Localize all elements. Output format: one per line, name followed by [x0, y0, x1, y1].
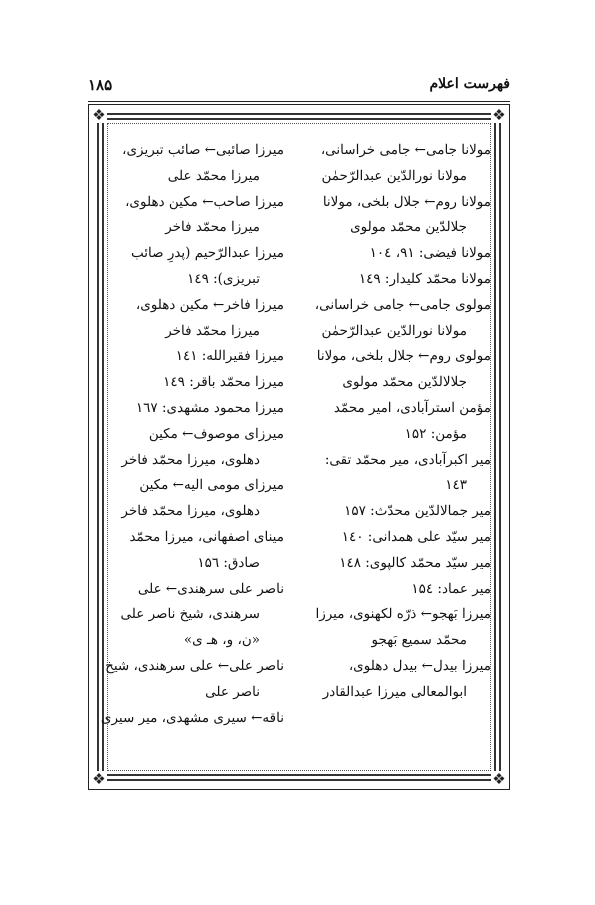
index-entry-line: مولانا نورالدّین عبدالرّحمٰن — [321, 322, 467, 339]
index-entry-line: میرزا صاحب← مکین دهلوی، — [125, 193, 284, 210]
index-entry-line: جلالالدّین محمّد مولوی — [342, 374, 467, 391]
index-entry-line: میر جمالالدّین محدّث: ۱۵۷ — [344, 503, 491, 520]
index-entry-line: میرزا صائبی← صائب تبریزی، — [122, 142, 284, 158]
index-entry-line: ناقه← سیری مشهدی، میر سیری — [100, 709, 284, 726]
corner-ornament-icon: ❖ — [492, 770, 506, 788]
index-column-left — [94, 138, 284, 731]
index-entry-line: ۱٤۳ — [445, 477, 467, 494]
index-entry-line: «ن، و، هـ ی» — [183, 632, 260, 649]
index-entry-line: ناصر علی — [205, 683, 260, 700]
index-entry-line: مولانا جامی← جامی خراسانی، — [320, 142, 491, 158]
corner-ornament-icon: ❖ — [492, 106, 506, 124]
index-entry-line: میرزا فاخر← مکین دهلوی، — [135, 296, 284, 313]
index-entry-line: میرزا محمّد علی — [167, 167, 260, 184]
index-entry-line: میر سیّد محمّد کالپوی: ۱٤۸ — [339, 554, 491, 571]
header-rule — [88, 101, 510, 102]
index-entry-line: صادق: ۱۵٦ — [197, 554, 260, 571]
index-entry-line: ناصر علی← علی سرهندی، شیخ — [105, 657, 284, 674]
index-entry-line: مؤمن استرآبادی، امیر محمّد — [333, 399, 491, 416]
corner-ornament-icon: ❖ — [92, 770, 106, 788]
index-entry-line: ناصر علی سرهندی← علی — [137, 580, 284, 597]
index-entry-line: مؤمن: ۱۵۲ — [404, 425, 467, 442]
index-entry-line: مولانا فیضی: ۹۱، ۱۰٤ — [369, 245, 491, 262]
index-entry-line: مولوی جامی← جامی خراسانی، — [314, 296, 491, 313]
index-entry-line: میر سیّد علی همدانی: ۱٤۰ — [341, 528, 491, 545]
index-entry-line: سرهندی، شیخ ناصر علی — [120, 606, 260, 623]
index-entry-line: مولانا نورالدّین عبدالرّحمٰن — [321, 167, 467, 184]
index-entry-line: میرزای موصوف← مکین — [148, 425, 284, 442]
index-entry-line: محمّد سمیع بَهجو — [371, 632, 467, 649]
index-entry-line: تبریزی): ۱٤۹ — [187, 270, 260, 287]
index-entry-line: دهلوی، میرزا محمّد فاخر — [121, 503, 260, 520]
index-entry-line: میرزا عبدالرّحیم (پدرِ صائب — [130, 245, 284, 262]
index-entry-line: مینای اصفهانی، میرزا محمّد — [129, 528, 284, 545]
index-entry-line: مولانا محمّد کلیدار: ۱٤۹ — [358, 270, 491, 287]
index-entry-line: میرزا محمّد فاخر — [165, 219, 260, 236]
index-column-right — [291, 138, 491, 706]
page-title: فهرست اعلام — [429, 76, 510, 92]
index-entry-line: میرزا محمود مشهدی: ۱٦۷ — [135, 399, 284, 416]
index-entry-line: ابوالمعالی میرزا عبدالقادر — [322, 683, 467, 700]
index-entry-line: میرزا محمّد فاخر — [165, 322, 260, 339]
index-entry-line: جلالدّین محمّد مولوی — [350, 219, 467, 236]
page-number: ۱۸۵ — [88, 76, 113, 94]
index-entry-line: میرزا محمّد باقر: ۱٤۹ — [163, 374, 284, 391]
index-entry-line: دهلوی، میرزا محمّد فاخر — [121, 451, 260, 468]
index-entry-line: مولانا روم← جلال بلخی، مولانا — [322, 193, 491, 210]
index-entry-line: مولوی روم← جلال بلخی، مولانا — [316, 348, 491, 365]
index-entry-line: میرزای مومی الیه← مکین — [139, 477, 284, 494]
page-header — [88, 76, 510, 100]
index-entry-line: میر اکبرآبادی، میر محمّد تقی: — [324, 451, 491, 468]
index-entry-line: میرزا بیدل← بیدل دهلوی، — [348, 657, 491, 674]
corner-ornament-icon: ❖ — [92, 106, 106, 124]
index-entry-line: میر عماد: ۱۵٤ — [411, 580, 491, 597]
index-entry-line: میرزا بَهجو← ذرّه لکهنوی، میرزا — [315, 606, 491, 623]
index-entry-line: میرزا فقیرالله: ۱٤۱ — [175, 348, 284, 365]
